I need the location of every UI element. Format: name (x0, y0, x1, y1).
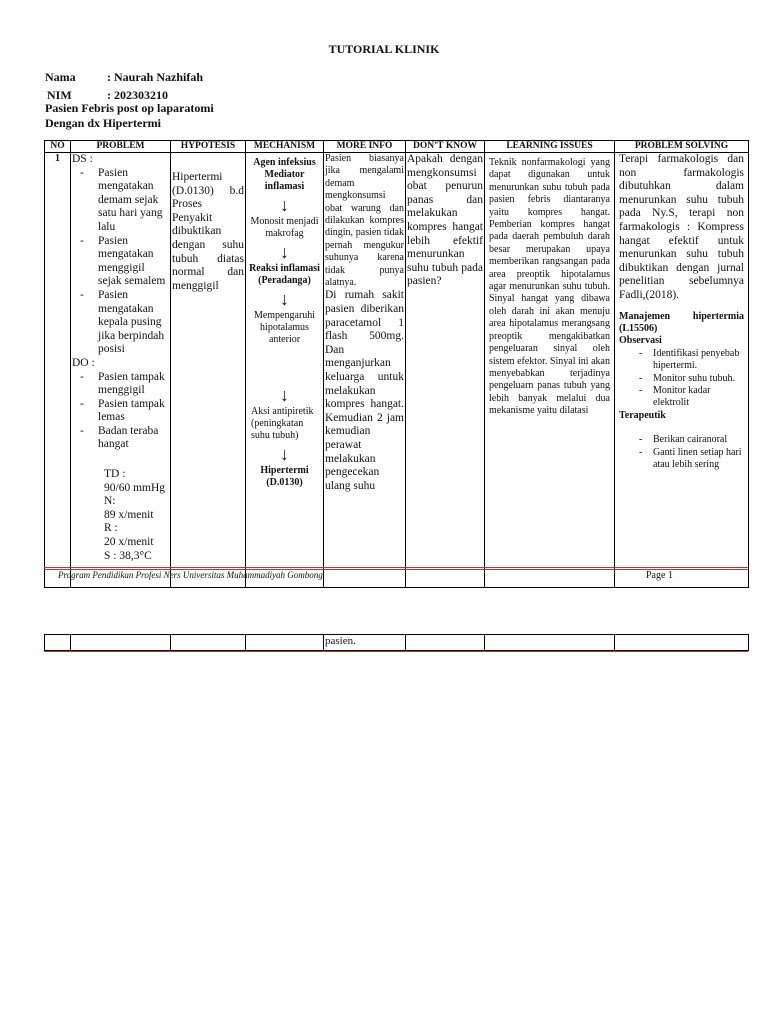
empty-cell (71, 635, 171, 651)
name-line (45, 70, 203, 84)
continuation-table (44, 634, 749, 651)
name-value: : Naurah Nazhifah (107, 70, 204, 84)
header-hypotesis: HYPOTESIS (171, 141, 246, 153)
mechanism-step: Mempengaruhi hipotalamus anterior (253, 310, 316, 345)
case-line-1: Pasien Febris post op laparatomi (45, 101, 214, 115)
mechanism-step: Hipertermi (D.0130) (260, 465, 309, 488)
ds-item: - Pasien mengatakan menggigil sejak semalem (72, 235, 169, 289)
mechanism-step: Monosit menjadi makrofag (250, 216, 319, 239)
more-info-cell (324, 153, 406, 588)
terapeutik-label: Terapeutik (619, 409, 666, 421)
mechanism-step: Reaksi inflamasi (Peradanga) (249, 263, 320, 286)
vital-signs (72, 468, 169, 563)
nim-label: NIM (47, 88, 72, 102)
header-problem: PROBLEM (71, 141, 171, 153)
empty-cell (485, 635, 615, 651)
empty-cell (246, 635, 324, 651)
table-row (45, 635, 749, 651)
empty-cell (45, 635, 71, 651)
footer-program: Program Pendidikan Profesi Ners Universitas Muhammadiyah Gombong (58, 570, 323, 580)
continuation-text: pasien. (324, 635, 406, 651)
document-title: TUTORIAL KLINIK (328, 42, 440, 56)
terapeutik-item: - Ganti linen setiap hari atau lebih sering (619, 447, 744, 472)
header-problem-solving: PROBLEM SOLVING (615, 141, 749, 153)
problem-cell (71, 153, 171, 588)
vital-line: 89 x/menit (104, 508, 154, 521)
problem-solving-intro: Terapi farmakologis dan non farmakologis dibutuhkan dalam menurunkan suhu tubuh pada Ny.S, terapi non farmakologis : Kompress hangat efektif untuk menurunkan suhu tubuh dibuktikan dengan jurnal penelitian sebelumnya Fadli,(2018). (619, 153, 744, 301)
empty-cell (171, 635, 246, 651)
vital-line: R : (104, 522, 118, 535)
more-info-text: Pasien biasanya jika mengalami demam mengkonsumsi obat warung dan dilakukan kompres dingin, pasien tidak pernah mengukur suhunya karena tidak punya alatnya. (325, 153, 404, 289)
nim-line (45, 88, 168, 102)
arrow-down-icon: ↓ (280, 242, 289, 262)
observasi-item: - Monitor suhu tubuh. (619, 373, 744, 385)
row-number: 1 (45, 153, 71, 588)
empty-cell (615, 635, 749, 651)
more-info-text: Di rumah sakit pasien diberikan paracetamol 1 flash 500mg. Dan menganjurkan keluarga untuk melakukan kompres hangat. Kemudian 2 jam kemudian perawat melakukan pengecekan ulang suhu (325, 289, 404, 492)
ds-item: - Pasien mengatakan kepala pusing jika berpindah posisi (72, 289, 169, 357)
observasi-item: - Identifikasi penyebab hipertermi. (619, 348, 744, 373)
header-more-info: MORE INFO (324, 141, 406, 153)
do-item: - Badan teraba hangat (72, 425, 169, 452)
dont-know-cell: Apakah dengan mengkonsumsi obat penurun panas dan melakukan kompres hangat lebih efektif menurunkan suhu tubuh pada pasien? (406, 153, 485, 588)
table-header-row (45, 141, 749, 153)
vital-line: S : 38,3°C (104, 549, 152, 562)
vital-line: 20 x/menit (104, 536, 154, 549)
table-row (45, 153, 749, 588)
mechanism-step: Agen infeksius Mediator inflamasi (253, 157, 316, 192)
observasi-label: Observasi (619, 335, 662, 347)
mechanism-step: Aksi antipiretik (peningkatan suhu tubuh) (251, 406, 314, 441)
arrow-down-icon: ↓ (280, 444, 289, 464)
arrow-down-icon: ↓ (280, 195, 289, 215)
vital-line: N: (104, 495, 116, 508)
arrow-down-icon: ↓ (280, 289, 289, 309)
vital-line: 90/60 mmHg (104, 481, 166, 494)
problem-solving-cell (615, 153, 749, 588)
hypotesis-cell: Hipertermi (D.0130) b.d Proses Penyakit dibuktikan dengan suhu tubuh diatas normal dan menggigil (171, 153, 246, 588)
footer-divider (44, 567, 748, 568)
terapeutik-item: - Berikan cairanoral (619, 434, 744, 446)
header-no: NO (45, 141, 71, 153)
vital-line: TD : (104, 468, 126, 481)
case-line-2: Dengan dx Hipertermi (45, 116, 161, 130)
observasi-item: - Monitor kadar elektrolit (619, 385, 744, 410)
do-item: - Pasien tampak lemas (72, 398, 169, 425)
arrow-down-icon: ↓ (280, 385, 289, 405)
page-number: Page 1 (646, 570, 673, 581)
ds-item: - Pasien mengatakan demam sejak satu hari yang lalu (72, 167, 169, 235)
header-learning-issues: LEARNING ISSUES (485, 141, 615, 153)
tutorial-table (44, 140, 749, 588)
management-title: Manajemen hipertermia (L15506) (619, 310, 744, 334)
do-item: - Pasien tampak menggigil (72, 371, 169, 398)
name-label: Nama (45, 70, 76, 84)
header-dont-know: DON’T KNOW (406, 141, 485, 153)
table-bottom-rule (44, 651, 748, 652)
mechanism-cell (246, 153, 324, 588)
learning-issues-cell: Teknik nonfarmakologi yang dapat digunakan untuk menurunkan suhu tubuh pada pasien febris diantaranya yaitu kompres hangat. Pemberian kompres hangat pada daerah pembuluh darah besar merupakan upaya memberikan rangsangan pada area preoptik hipotalamus agar menurunkan suhu tubuh. Sinyal hangat yang dibawa oleh darah ini akan menuju area hipotalamus merangsang preoptik mengakibatkan pengeluaran sinyal oleh sistem efektor. Sinyal ini akan menyebabkan terjadinya pengeluarn panas tubuh yang lebih banyak melalui dua mekanisme yaitu dilatasi (485, 153, 615, 588)
ds-label: DS : (72, 153, 93, 165)
empty-cell (406, 635, 485, 651)
nim-value: : 202303210 (107, 88, 168, 102)
header-mechanism: MECHANISM (246, 141, 324, 153)
do-label: DO : (72, 356, 95, 369)
